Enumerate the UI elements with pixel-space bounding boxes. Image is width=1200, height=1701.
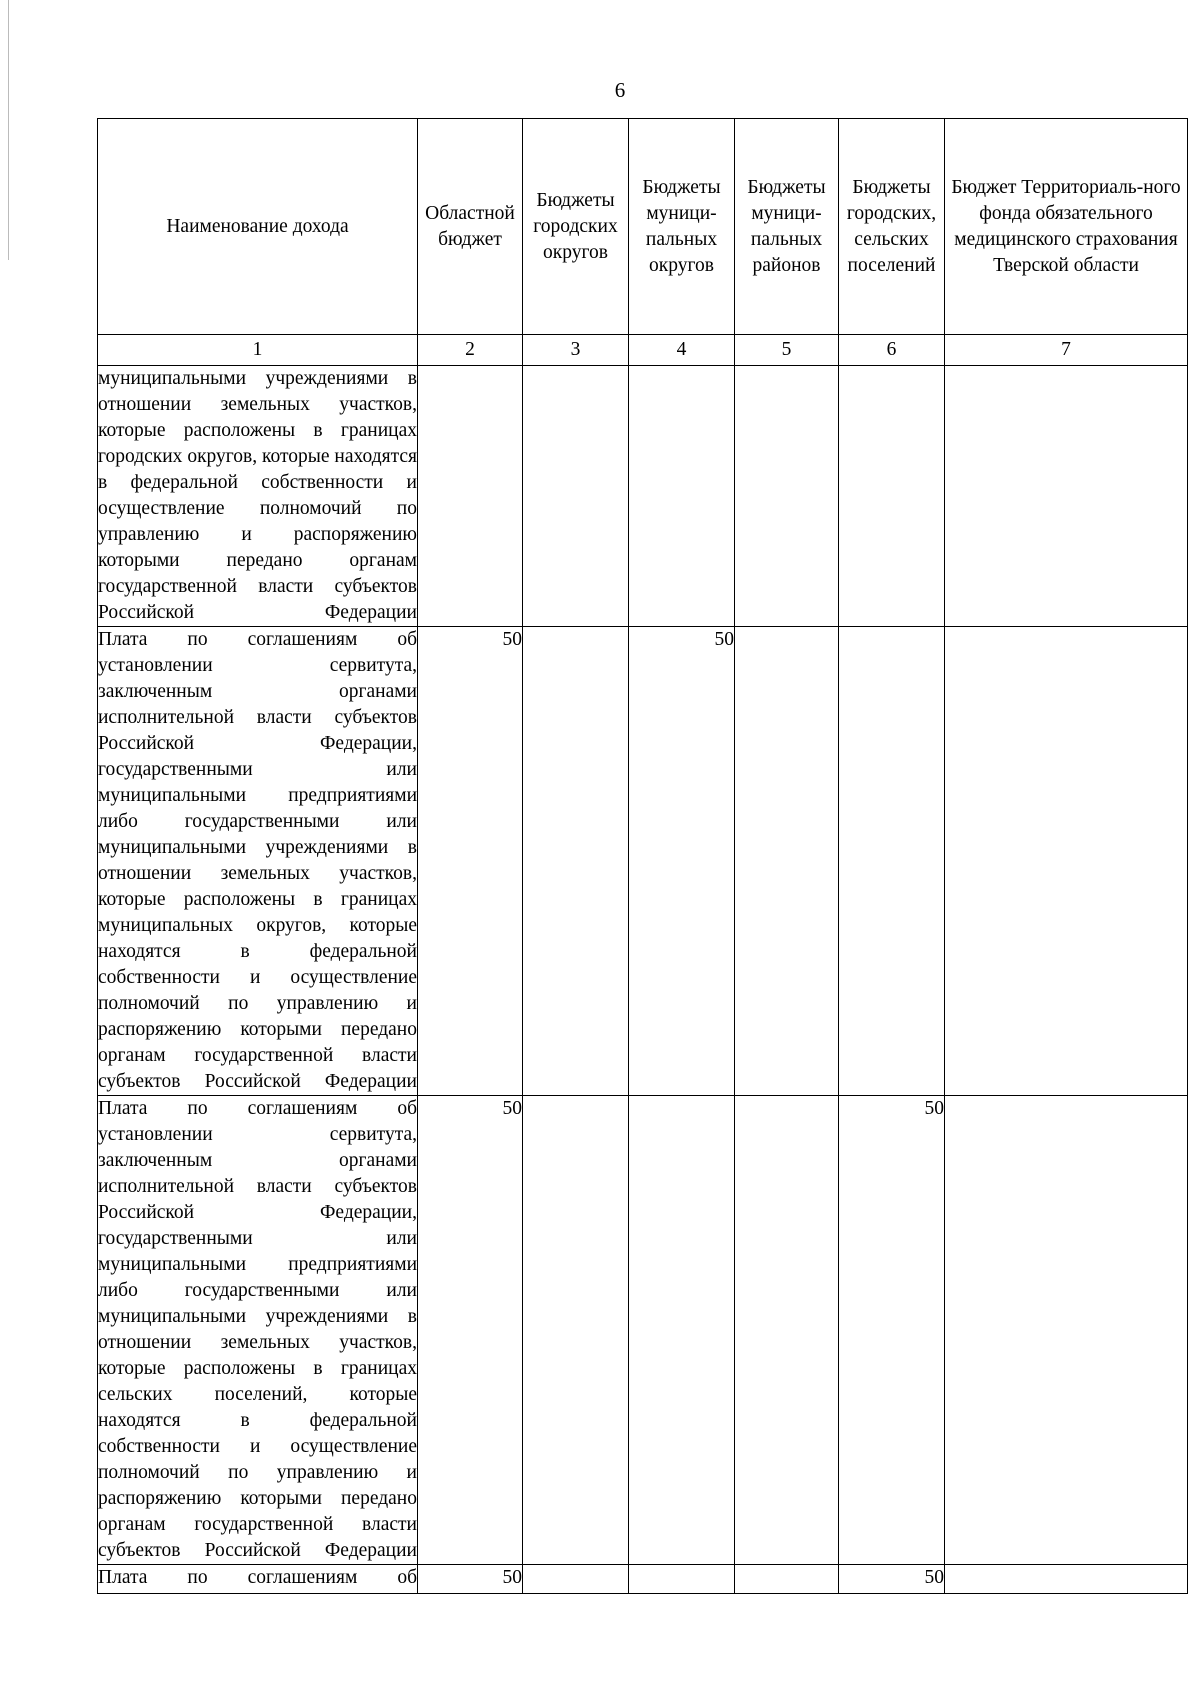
regional-budget-value: 50 — [418, 627, 523, 1096]
column-number: 2 — [418, 335, 523, 366]
regional-budget-value: 50 — [418, 1096, 523, 1565]
medical-fund-value — [945, 627, 1188, 1096]
settlement-value — [839, 627, 945, 1096]
municipal-area-value — [735, 366, 839, 627]
column-number: 1 — [98, 335, 418, 366]
column-number: 7 — [945, 335, 1188, 366]
column-number: 4 — [629, 335, 735, 366]
settlement-value: 50 — [839, 1096, 945, 1565]
header-row — [98, 119, 1188, 335]
city-district-value — [523, 1096, 629, 1565]
column-number: 3 — [523, 335, 629, 366]
column-number-row — [98, 335, 1188, 366]
column-number: 6 — [839, 335, 945, 366]
table-row — [98, 627, 1188, 1096]
header-municipal-area-budgets: Бюджеты муници-пальных районов — [735, 119, 839, 335]
regional-budget-value: 50 — [418, 1565, 523, 1594]
header-municipal-district-budgets: Бюджеты муници-пальных округов — [629, 119, 735, 335]
header-income-name: Наименование дохода — [98, 119, 418, 335]
revenue-distribution-table — [97, 118, 1188, 1594]
city-district-value — [523, 366, 629, 627]
header-regional-budget: Областной бюджет — [418, 119, 523, 335]
municipal-area-value — [735, 627, 839, 1096]
scan-margin-line — [8, 0, 9, 260]
page-number: 6 — [614, 78, 626, 102]
income-name: Плата по соглашениям об установлении сервитута, заключенным органами исполнительной власти субъектов Российской Федерации, государственными или муниципальными предприятиями либо государственными или муниципальными учреждениями в отношении земельных участков, которые расположены в границах сельских поселений, которые находятся в федеральной собственности и осуществление полномочий по управлению и распоряжению которыми передано органам государственной власти субъектов Российской Федерации — [98, 1096, 418, 1565]
city-district-value — [523, 1565, 629, 1594]
header-settlement-budgets: Бюджеты городских, сельских поселений — [839, 119, 945, 335]
header-medical-insurance-fund: Бюджет Территориаль-ного фонда обязательного медицинского страхования Тверской области — [945, 119, 1188, 335]
table-row — [98, 1096, 1188, 1565]
regional-budget-value — [418, 366, 523, 627]
settlement-value: 50 — [839, 1565, 945, 1594]
income-name: Плата по соглашениям об установлении сервитута, заключенным органами исполнительной власти субъектов Российской Федерации, государственными или муниципальными предприятиями либо государственными или муниципальными учреждениями в отношении земельных участков, которые расположены в границах муниципальных округов, которые находятся в федеральной собственности и осуществление полномочий по управлению и распоряжению которыми передано органам государственной власти субъектов Российской Федерации — [98, 627, 418, 1096]
medical-fund-value — [945, 366, 1188, 627]
municipal-district-value — [629, 1565, 735, 1594]
municipal-district-value: 50 — [629, 627, 735, 1096]
city-district-value — [523, 627, 629, 1096]
table-row — [98, 366, 1188, 627]
header-city-district-budgets: Бюджеты городских округов — [523, 119, 629, 335]
municipal-district-value — [629, 1096, 735, 1565]
income-name: муниципальными учреждениями в отношении земельных участков, которые расположены в границах городских округов, которые находятся в федеральной собственности и осуществление полномочий по управлению и распоряжению которыми передано органам государственной власти субъектов Российской Федерации — [98, 366, 418, 627]
medical-fund-value — [945, 1096, 1188, 1565]
settlement-value — [839, 366, 945, 627]
municipal-area-value — [735, 1096, 839, 1565]
table-row — [98, 1565, 1188, 1594]
medical-fund-value — [945, 1565, 1188, 1594]
municipal-area-value — [735, 1565, 839, 1594]
income-name: Плата по соглашениям об — [98, 1565, 418, 1594]
column-number: 5 — [735, 335, 839, 366]
municipal-district-value — [629, 366, 735, 627]
